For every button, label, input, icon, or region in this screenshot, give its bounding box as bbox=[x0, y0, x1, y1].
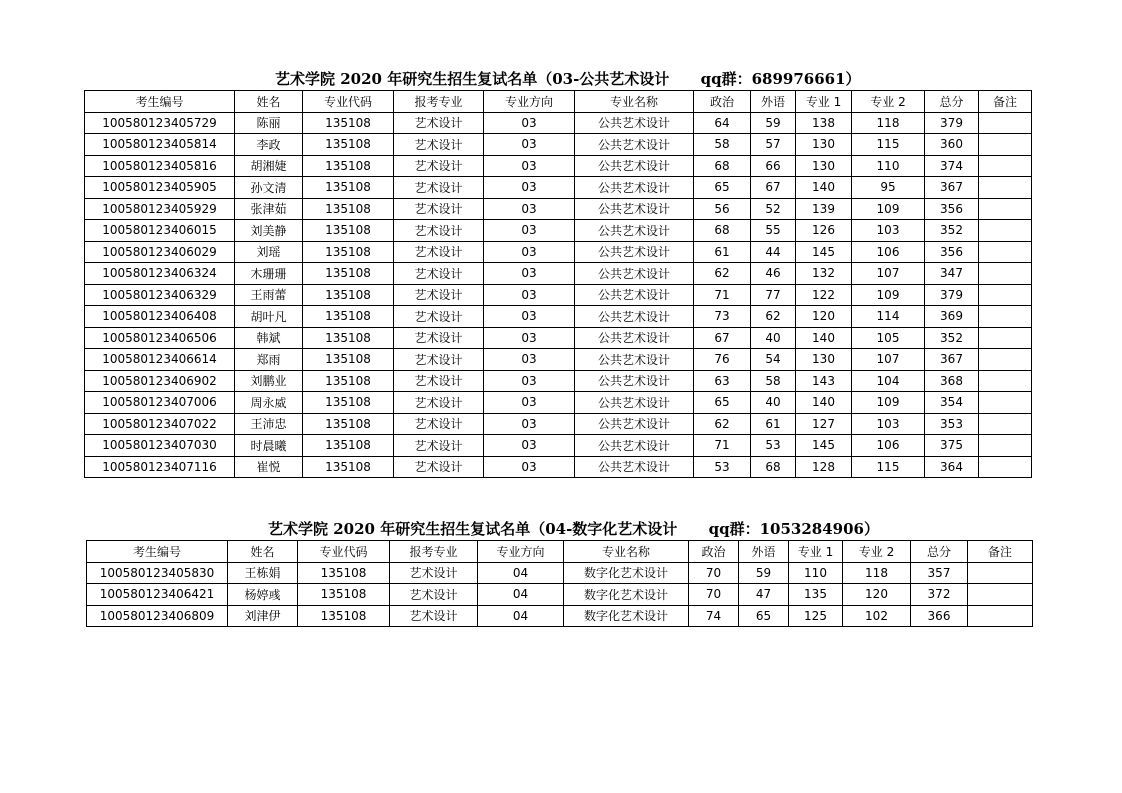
table-cell: 刘鹏业 bbox=[235, 370, 303, 392]
table-cell: 132 bbox=[796, 263, 852, 285]
table-cell: 艺术设计 bbox=[394, 435, 484, 457]
table-cell: 公共艺术设计 bbox=[575, 306, 694, 328]
table-cell: 135108 bbox=[303, 349, 394, 371]
column-header: 专业代码 bbox=[303, 91, 394, 113]
table-cell: 115 bbox=[852, 456, 925, 478]
table-cell: 352 bbox=[925, 327, 979, 349]
table-cell bbox=[979, 134, 1032, 156]
table-cell: 135108 bbox=[303, 263, 394, 285]
table-row bbox=[87, 562, 1033, 584]
table-cell: 135 bbox=[789, 584, 843, 606]
column-header: 总分 bbox=[925, 91, 979, 113]
table-cell: 356 bbox=[925, 241, 979, 263]
table-cell: 70 bbox=[689, 562, 739, 584]
table-cell: 胡叶凡 bbox=[235, 306, 303, 328]
table-cell: 艺术设计 bbox=[394, 134, 484, 156]
table-cell: 379 bbox=[925, 284, 979, 306]
table-cell: 03 bbox=[484, 155, 575, 177]
column-header: 专业 1 bbox=[789, 541, 843, 563]
table-cell: 数字化艺术设计 bbox=[564, 562, 689, 584]
table-cell: 杨婷彧 bbox=[228, 584, 298, 606]
table-cell: 76 bbox=[694, 349, 751, 371]
table-cell: 艺术设计 bbox=[394, 456, 484, 478]
table-cell: 59 bbox=[751, 112, 796, 134]
header-row bbox=[87, 541, 1033, 563]
table-cell: 公共艺术设计 bbox=[575, 456, 694, 478]
column-header: 备注 bbox=[968, 541, 1033, 563]
table-cell: 王雨蕾 bbox=[235, 284, 303, 306]
table-cell bbox=[979, 220, 1032, 242]
table-cell: 100580123406029 bbox=[85, 241, 235, 263]
table-cell: 145 bbox=[796, 435, 852, 457]
table-cell: 356 bbox=[925, 198, 979, 220]
table-cell: 126 bbox=[796, 220, 852, 242]
table-cell: 100580123406324 bbox=[85, 263, 235, 285]
table-cell: 公共艺术设计 bbox=[575, 263, 694, 285]
table-cell: 105 bbox=[852, 327, 925, 349]
table-cell: 胡湘婕 bbox=[235, 155, 303, 177]
table-cell: 143 bbox=[796, 370, 852, 392]
table-cell: 115 bbox=[852, 134, 925, 156]
table-cell: 艺术设计 bbox=[394, 413, 484, 435]
table-cell: 孙文清 bbox=[235, 177, 303, 199]
table-cell: 刘津伊 bbox=[228, 605, 298, 627]
table-cell: 03 bbox=[484, 456, 575, 478]
table-cell: 109 bbox=[852, 284, 925, 306]
table-cell: 03 bbox=[484, 177, 575, 199]
table-cell: 65 bbox=[694, 177, 751, 199]
table-cell: 55 bbox=[751, 220, 796, 242]
table-cell: 65 bbox=[694, 392, 751, 414]
table-cell: 58 bbox=[694, 134, 751, 156]
table-cell: 135108 bbox=[303, 327, 394, 349]
table-cell: 公共艺术设计 bbox=[575, 155, 694, 177]
table-cell: 53 bbox=[751, 435, 796, 457]
table-cell: 100580123406015 bbox=[85, 220, 235, 242]
table-cell: 100580123405929 bbox=[85, 198, 235, 220]
table-cell: 109 bbox=[852, 392, 925, 414]
table-cell bbox=[979, 327, 1032, 349]
table-cell: 数字化艺术设计 bbox=[564, 605, 689, 627]
column-header: 报考专业 bbox=[394, 91, 484, 113]
table-cell: 艺术设计 bbox=[390, 584, 478, 606]
table-cell bbox=[968, 562, 1033, 584]
table-cell: 03 bbox=[484, 349, 575, 371]
table-row bbox=[87, 584, 1033, 606]
table-cell: 67 bbox=[751, 177, 796, 199]
table-cell: 63 bbox=[694, 370, 751, 392]
table-cell: 68 bbox=[751, 456, 796, 478]
table-cell: 71 bbox=[694, 284, 751, 306]
table-cell: 公共艺术设计 bbox=[575, 327, 694, 349]
table-cell bbox=[979, 177, 1032, 199]
table-cell: 135108 bbox=[298, 562, 390, 584]
table-cell: 100580123405814 bbox=[85, 134, 235, 156]
table-cell: 100580123405816 bbox=[85, 155, 235, 177]
table-cell: 375 bbox=[925, 435, 979, 457]
table-cell: 107 bbox=[852, 349, 925, 371]
table-cell: 张津茹 bbox=[235, 198, 303, 220]
table-cell: 135108 bbox=[303, 112, 394, 134]
table-cell: 艺术设计 bbox=[394, 177, 484, 199]
table-cell: 郑雨 bbox=[235, 349, 303, 371]
column-header: 专业方向 bbox=[478, 541, 564, 563]
table-cell: 艺术设计 bbox=[394, 263, 484, 285]
table-cell: 65 bbox=[739, 605, 789, 627]
table-cell: 100580123406329 bbox=[85, 284, 235, 306]
table-cell: 04 bbox=[478, 584, 564, 606]
table-cell: 135108 bbox=[303, 155, 394, 177]
table-cell: 135108 bbox=[303, 435, 394, 457]
table-row bbox=[85, 435, 1032, 457]
table-cell: 03 bbox=[484, 198, 575, 220]
table-cell: 56 bbox=[694, 198, 751, 220]
table-row bbox=[85, 306, 1032, 328]
table-cell: 100580123406809 bbox=[87, 605, 228, 627]
table-cell: 03 bbox=[484, 284, 575, 306]
table-cell: 352 bbox=[925, 220, 979, 242]
table-cell: 木珊珊 bbox=[235, 263, 303, 285]
table-row bbox=[85, 413, 1032, 435]
column-header: 专业代码 bbox=[298, 541, 390, 563]
table-cell: 王栋娟 bbox=[228, 562, 298, 584]
table-row bbox=[85, 112, 1032, 134]
table-row bbox=[85, 220, 1032, 242]
table-cell: 347 bbox=[925, 263, 979, 285]
table-cell bbox=[968, 605, 1033, 627]
table-cell bbox=[979, 392, 1032, 414]
table-cell: 公共艺术设计 bbox=[575, 220, 694, 242]
table-cell: 374 bbox=[925, 155, 979, 177]
table-cell: 74 bbox=[689, 605, 739, 627]
table-cell: 40 bbox=[751, 327, 796, 349]
table-cell: 刘美静 bbox=[235, 220, 303, 242]
table-cell: 62 bbox=[751, 306, 796, 328]
table-cell: 357 bbox=[911, 562, 968, 584]
table-cell: 公共艺术设计 bbox=[575, 112, 694, 134]
table-cell: 公共艺术设计 bbox=[575, 284, 694, 306]
table-row bbox=[87, 605, 1033, 627]
table-cell: 103 bbox=[852, 220, 925, 242]
table-cell: 61 bbox=[751, 413, 796, 435]
column-header: 专业 2 bbox=[852, 91, 925, 113]
table-cell bbox=[979, 456, 1032, 478]
table-cell: 艺术设计 bbox=[394, 392, 484, 414]
table-cell: 366 bbox=[911, 605, 968, 627]
table-cell: 127 bbox=[796, 413, 852, 435]
table-cell: 公共艺术设计 bbox=[575, 349, 694, 371]
column-header: 专业 2 bbox=[843, 541, 911, 563]
table-cell: 03 bbox=[484, 241, 575, 263]
table-cell: 艺术设计 bbox=[394, 220, 484, 242]
table-cell: 李政 bbox=[235, 134, 303, 156]
table-cell: 135108 bbox=[303, 370, 394, 392]
table-cell: 95 bbox=[852, 177, 925, 199]
table-cell: 陈丽 bbox=[235, 112, 303, 134]
table-cell: 数字化艺术设计 bbox=[564, 584, 689, 606]
table-cell bbox=[979, 263, 1032, 285]
table-cell: 艺术设计 bbox=[394, 155, 484, 177]
table-cell: 100580123407030 bbox=[85, 435, 235, 457]
table-cell: 118 bbox=[852, 112, 925, 134]
table-cell: 艺术设计 bbox=[390, 605, 478, 627]
admission-table-04 bbox=[86, 540, 1033, 627]
section-title-03: 艺术学院 2020 年研究生招生复试名单（03-公共艺术设计 qq群：689976661） bbox=[275, 70, 861, 88]
table-cell: 46 bbox=[751, 263, 796, 285]
table-cell: 145 bbox=[796, 241, 852, 263]
table-cell: 100580123405729 bbox=[85, 112, 235, 134]
table-cell: 73 bbox=[694, 306, 751, 328]
table-row bbox=[85, 177, 1032, 199]
table-row bbox=[85, 263, 1032, 285]
table-cell: 100580123407006 bbox=[85, 392, 235, 414]
table-cell: 118 bbox=[843, 562, 911, 584]
table-cell: 03 bbox=[484, 220, 575, 242]
table-cell: 130 bbox=[796, 349, 852, 371]
table-cell bbox=[979, 284, 1032, 306]
table-cell: 艺术设计 bbox=[394, 327, 484, 349]
table-cell: 62 bbox=[694, 263, 751, 285]
table-cell: 103 bbox=[852, 413, 925, 435]
table-cell: 104 bbox=[852, 370, 925, 392]
table-cell: 04 bbox=[478, 605, 564, 627]
table-cell: 353 bbox=[925, 413, 979, 435]
table-row bbox=[85, 392, 1032, 414]
table-cell: 139 bbox=[796, 198, 852, 220]
table-cell: 03 bbox=[484, 134, 575, 156]
table-cell: 62 bbox=[694, 413, 751, 435]
table-header bbox=[85, 91, 1032, 113]
table-cell: 100580123406902 bbox=[85, 370, 235, 392]
table-cell: 122 bbox=[796, 284, 852, 306]
table-cell: 140 bbox=[796, 392, 852, 414]
table-cell: 100580123406408 bbox=[85, 306, 235, 328]
table-cell: 135108 bbox=[303, 392, 394, 414]
table-cell: 艺术设计 bbox=[394, 370, 484, 392]
header-row bbox=[85, 91, 1032, 113]
table-cell: 时晨曦 bbox=[235, 435, 303, 457]
table-cell: 艺术设计 bbox=[394, 284, 484, 306]
table-cell: 135108 bbox=[303, 306, 394, 328]
table-cell: 114 bbox=[852, 306, 925, 328]
column-header: 外语 bbox=[751, 91, 796, 113]
table-cell: 135108 bbox=[303, 134, 394, 156]
table-cell: 120 bbox=[796, 306, 852, 328]
table-cell: 110 bbox=[789, 562, 843, 584]
table-cell bbox=[979, 370, 1032, 392]
table-cell: 369 bbox=[925, 306, 979, 328]
table-cell: 135108 bbox=[298, 584, 390, 606]
column-header: 政治 bbox=[689, 541, 739, 563]
table-cell bbox=[979, 349, 1032, 371]
table-cell: 刘瑶 bbox=[235, 241, 303, 263]
table-cell: 韩斌 bbox=[235, 327, 303, 349]
table-cell: 360 bbox=[925, 134, 979, 156]
column-header: 考生编号 bbox=[87, 541, 228, 563]
column-header: 姓名 bbox=[228, 541, 298, 563]
table-cell: 崔悦 bbox=[235, 456, 303, 478]
table-row bbox=[85, 134, 1032, 156]
column-header: 外语 bbox=[739, 541, 789, 563]
table-cell: 135108 bbox=[303, 220, 394, 242]
table-cell: 135108 bbox=[303, 456, 394, 478]
table-cell: 68 bbox=[694, 155, 751, 177]
table-cell: 公共艺术设计 bbox=[575, 413, 694, 435]
table-cell: 102 bbox=[843, 605, 911, 627]
table-row bbox=[85, 155, 1032, 177]
table-cell: 100580123406421 bbox=[87, 584, 228, 606]
table-cell: 艺术设计 bbox=[394, 241, 484, 263]
table-cell: 周永威 bbox=[235, 392, 303, 414]
table-cell: 59 bbox=[739, 562, 789, 584]
table-header bbox=[87, 541, 1033, 563]
table-cell: 120 bbox=[843, 584, 911, 606]
table-cell: 70 bbox=[689, 584, 739, 606]
admission-table-03 bbox=[84, 90, 1032, 478]
table-body bbox=[85, 112, 1032, 478]
table-row bbox=[85, 241, 1032, 263]
table-cell: 公共艺术设计 bbox=[575, 241, 694, 263]
table-cell: 130 bbox=[796, 134, 852, 156]
table-cell: 03 bbox=[484, 306, 575, 328]
table-cell: 艺术设计 bbox=[394, 112, 484, 134]
table-cell: 公共艺术设计 bbox=[575, 198, 694, 220]
table-cell: 135108 bbox=[303, 177, 394, 199]
table-body bbox=[87, 562, 1033, 627]
table-cell: 135108 bbox=[303, 284, 394, 306]
table-cell: 54 bbox=[751, 349, 796, 371]
table-cell: 03 bbox=[484, 263, 575, 285]
table-row bbox=[85, 456, 1032, 478]
table-cell bbox=[979, 413, 1032, 435]
table-cell: 135108 bbox=[303, 413, 394, 435]
table-cell: 140 bbox=[796, 327, 852, 349]
table-cell: 68 bbox=[694, 220, 751, 242]
table-cell: 140 bbox=[796, 177, 852, 199]
table-cell: 138 bbox=[796, 112, 852, 134]
column-header: 专业名称 bbox=[575, 91, 694, 113]
table-cell: 372 bbox=[911, 584, 968, 606]
table-cell: 64 bbox=[694, 112, 751, 134]
column-header: 政治 bbox=[694, 91, 751, 113]
table-cell: 王沛忠 bbox=[235, 413, 303, 435]
table-cell: 04 bbox=[478, 562, 564, 584]
table-cell: 公共艺术设计 bbox=[575, 392, 694, 414]
table-row bbox=[85, 327, 1032, 349]
column-header: 总分 bbox=[911, 541, 968, 563]
table-cell bbox=[968, 584, 1033, 606]
table-cell: 379 bbox=[925, 112, 979, 134]
table-cell: 公共艺术设计 bbox=[575, 370, 694, 392]
table-cell: 艺术设计 bbox=[394, 349, 484, 371]
table-cell bbox=[979, 241, 1032, 263]
table-cell: 艺术设计 bbox=[394, 306, 484, 328]
table-cell: 100580123407022 bbox=[85, 413, 235, 435]
table-cell: 130 bbox=[796, 155, 852, 177]
table-cell: 61 bbox=[694, 241, 751, 263]
table-cell: 67 bbox=[694, 327, 751, 349]
table-cell: 367 bbox=[925, 177, 979, 199]
table-cell: 368 bbox=[925, 370, 979, 392]
table-row bbox=[85, 198, 1032, 220]
table-cell: 364 bbox=[925, 456, 979, 478]
table-cell: 52 bbox=[751, 198, 796, 220]
table-cell: 53 bbox=[694, 456, 751, 478]
table-cell: 354 bbox=[925, 392, 979, 414]
table-cell bbox=[979, 155, 1032, 177]
table-cell: 公共艺术设计 bbox=[575, 134, 694, 156]
column-header: 备注 bbox=[979, 91, 1032, 113]
table-cell: 110 bbox=[852, 155, 925, 177]
table-cell: 艺术设计 bbox=[390, 562, 478, 584]
table-cell: 公共艺术设计 bbox=[575, 177, 694, 199]
table-cell: 135108 bbox=[303, 241, 394, 263]
table-cell: 107 bbox=[852, 263, 925, 285]
column-header: 专业 1 bbox=[796, 91, 852, 113]
table-cell: 03 bbox=[484, 413, 575, 435]
table-cell: 公共艺术设计 bbox=[575, 435, 694, 457]
table-cell: 106 bbox=[852, 435, 925, 457]
column-header: 报考专业 bbox=[390, 541, 478, 563]
table-cell: 03 bbox=[484, 327, 575, 349]
table-cell: 66 bbox=[751, 155, 796, 177]
column-header: 考生编号 bbox=[85, 91, 235, 113]
table-row bbox=[85, 284, 1032, 306]
column-header: 专业方向 bbox=[484, 91, 575, 113]
table-cell: 128 bbox=[796, 456, 852, 478]
table-cell: 77 bbox=[751, 284, 796, 306]
table-cell: 100580123405905 bbox=[85, 177, 235, 199]
table-cell: 44 bbox=[751, 241, 796, 263]
table-row bbox=[85, 370, 1032, 392]
table-cell bbox=[979, 112, 1032, 134]
table-cell: 40 bbox=[751, 392, 796, 414]
section-title-04: 艺术学院 2020 年研究生招生复试名单（04-数字化艺术设计 qq群：1053284906） bbox=[268, 520, 879, 538]
table-cell: 58 bbox=[751, 370, 796, 392]
table-cell: 135108 bbox=[303, 198, 394, 220]
column-header: 姓名 bbox=[235, 91, 303, 113]
table-cell bbox=[979, 435, 1032, 457]
table-cell: 100580123406614 bbox=[85, 349, 235, 371]
table-cell: 106 bbox=[852, 241, 925, 263]
table-cell: 125 bbox=[789, 605, 843, 627]
table-cell: 03 bbox=[484, 392, 575, 414]
table-cell: 100580123407116 bbox=[85, 456, 235, 478]
table-cell: 03 bbox=[484, 435, 575, 457]
table-cell bbox=[979, 198, 1032, 220]
table-cell: 109 bbox=[852, 198, 925, 220]
table-cell: 367 bbox=[925, 349, 979, 371]
table-cell: 135108 bbox=[298, 605, 390, 627]
table-row bbox=[85, 349, 1032, 371]
table-cell bbox=[979, 306, 1032, 328]
table-cell: 03 bbox=[484, 370, 575, 392]
table-cell: 艺术设计 bbox=[394, 198, 484, 220]
column-header: 专业名称 bbox=[564, 541, 689, 563]
table-cell: 100580123406506 bbox=[85, 327, 235, 349]
table-cell: 47 bbox=[739, 584, 789, 606]
table-cell: 71 bbox=[694, 435, 751, 457]
table-cell: 03 bbox=[484, 112, 575, 134]
table-cell: 57 bbox=[751, 134, 796, 156]
table-cell: 100580123405830 bbox=[87, 562, 228, 584]
